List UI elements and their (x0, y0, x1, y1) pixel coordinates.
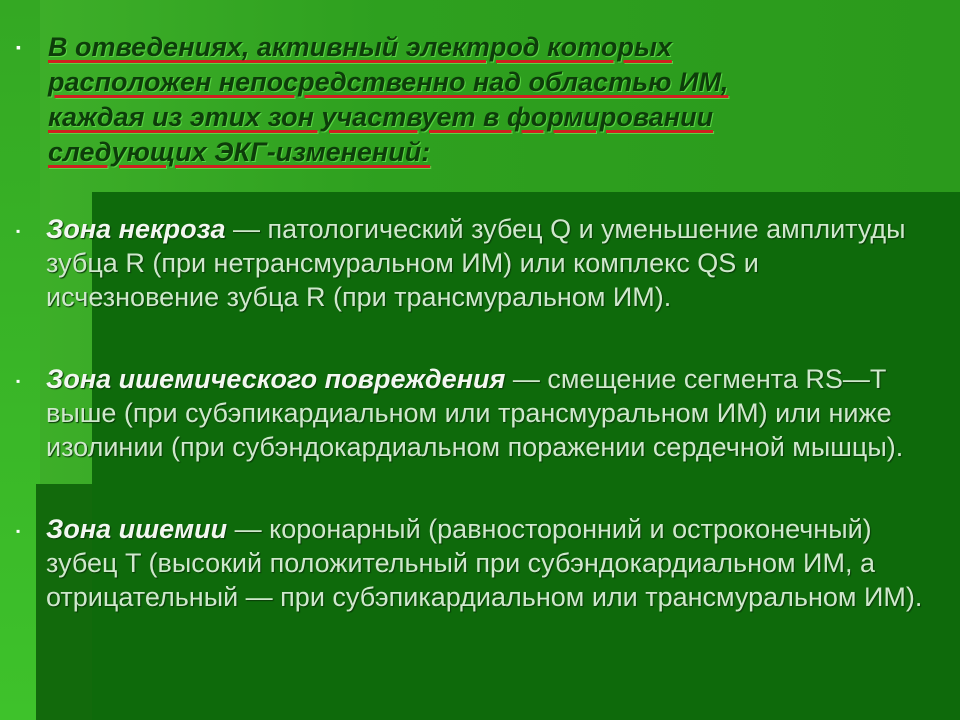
item-text (46, 362, 932, 464)
heading-line: каждая из этих зон участвует в формировании (48, 102, 714, 132)
list-item-ischemia (12, 512, 932, 614)
list-item-injury (12, 362, 932, 512)
zone-description: — смещение сегмента RS—T выше (при субэпикардиальном или трансмуральном ИМ) или ниже изолинии (при субэндокардиальном поражении сердечной мышцы). (46, 364, 904, 462)
zone-description: — патологический зубец Q и уменьшение амплитуды зубца R (при нетрансмуральном ИМ) или комплекс QS и исчезновение зубца R (при трансмуральном ИМ). (46, 214, 906, 312)
heading-line: следующих ЭКГ-изменений: (48, 137, 431, 167)
zone-term: Зона некроза (46, 214, 226, 244)
heading-line: расположен непосредственно над областью ИМ, (48, 67, 729, 97)
zone-list (12, 212, 932, 614)
square-bullet-icon: ▪ (16, 224, 21, 238)
square-bullet-icon: ▪ (16, 524, 21, 538)
square-bullet-icon: ▪ (16, 39, 21, 55)
square-bullet-icon: ▪ (16, 374, 21, 388)
zone-description: — коронарный (равносторонний и остроконечный) зубец T (высокий положительный при субэндокардиальном ИМ, а отрицательный — при субэпикардиальном или трансмуральном ИМ). (46, 514, 923, 612)
slide-heading (12, 30, 912, 170)
item-text (46, 212, 932, 314)
list-item-necrosis (12, 212, 932, 362)
zone-term: Зона ишемического повреждения (46, 364, 506, 394)
heading-line: В отведениях, активный электрод которых (48, 32, 672, 62)
zone-term: Зона ишемии (46, 514, 228, 544)
item-text (46, 512, 932, 614)
heading-text (48, 30, 912, 170)
